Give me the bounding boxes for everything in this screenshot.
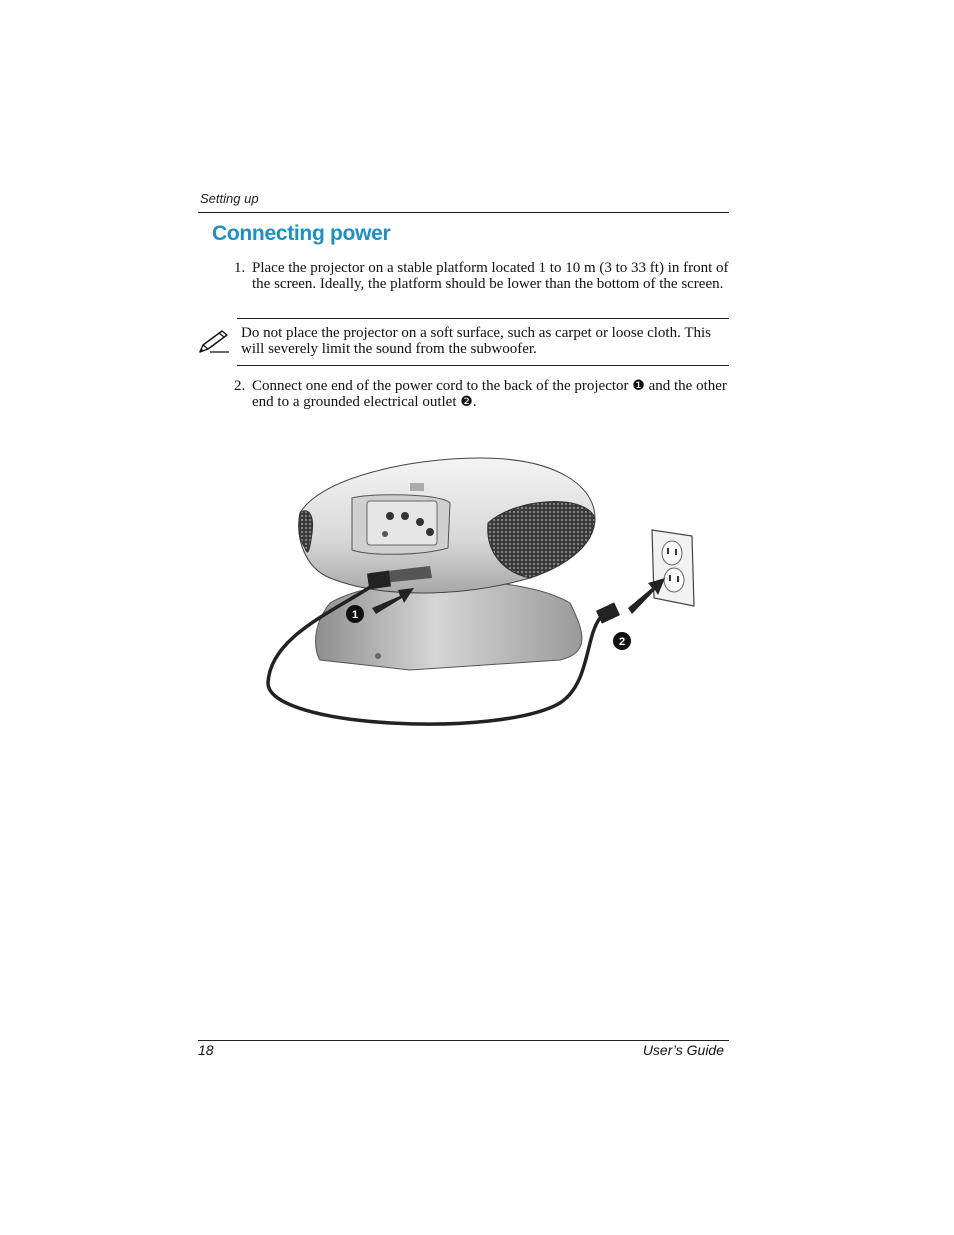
step-text-part: . <box>472 394 477 410</box>
callout-badge-2 <box>613 632 631 650</box>
header-rule <box>198 212 729 213</box>
step-text-part: Connect one end of the power cord to the back of the projector <box>252 378 633 394</box>
callout-marker-1: ❶ <box>632 378 645 394</box>
step-text <box>252 378 732 410</box>
running-head: Setting up <box>200 191 259 206</box>
note-top-rule <box>237 318 729 319</box>
note-text: Do not place the projector on a soft surface, such as carpet or loose cloth. This will severely limit the sound from the subwoofer. <box>241 325 711 357</box>
callout-label-1: 1 <box>351 609 359 621</box>
step-number: 2. <box>234 378 246 394</box>
callout-label-2: 2 <box>618 636 626 648</box>
note-bottom-rule <box>237 365 729 366</box>
projector-power-illustration <box>260 438 710 738</box>
wall-outlet <box>652 530 694 606</box>
step-text: Place the projector on a stable platform located 1 to 10 m (3 to 33 ft) in front of the screen. Ideally, the platform should be lower than the bottom of the screen. <box>252 260 729 292</box>
callout-badge-1 <box>346 605 364 623</box>
callout-marker-2: ❷ <box>460 394 473 410</box>
step-text-part: and the other end to a grounded electrical outlet <box>252 378 727 410</box>
section-title: Connecting power <box>212 222 391 245</box>
projector-body <box>299 458 595 593</box>
projector-base <box>316 581 582 671</box>
guide-title: User’s Guide <box>642 1042 724 1058</box>
step-number: 1. <box>234 260 246 276</box>
page-number: 18 <box>198 1042 214 1058</box>
footer-rule <box>198 1040 729 1041</box>
pencil-note-icon <box>197 328 231 354</box>
